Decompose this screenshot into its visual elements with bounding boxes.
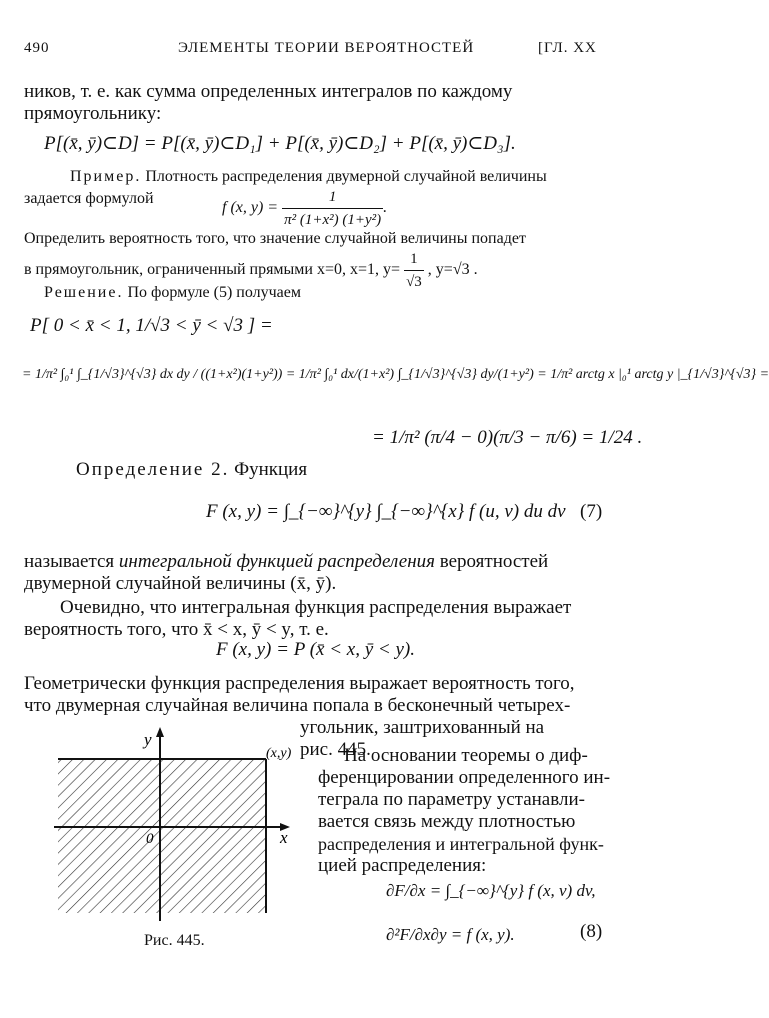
result-line: = 1/π² (π/4 − 0)(π/3 − π/6) = 1/24 . bbox=[372, 427, 643, 448]
chapter-label: [ГЛ. XX bbox=[538, 40, 597, 56]
task-text: в прямоугольник, ограниченный прямыми x=0, x=1, y= bbox=[24, 261, 401, 279]
y-axis-label: y bbox=[144, 730, 152, 749]
text-line: что двумерная случайная величина попала в бесконечный четырех- bbox=[24, 695, 571, 716]
theorem-line: распределения и интегральной функ- bbox=[318, 834, 604, 854]
definition-label: Определение 2. bbox=[76, 459, 230, 480]
theorem-line: ференцировании определенного ин- bbox=[318, 767, 611, 788]
equation-number-8: (8) bbox=[580, 921, 603, 942]
density-formula: f (x, y) = $\frac{1}{\text{π² (1+x²) (1+y²)}}$ . bbox=[222, 186, 387, 231]
text-line: Очевидно, что интегральная функция распределения выражает bbox=[60, 597, 572, 618]
corner-point-label: (x,y) bbox=[266, 746, 292, 761]
text-line: задается формулой bbox=[24, 190, 154, 207]
text-line: прямоугольнику: bbox=[24, 103, 162, 124]
x-axis-label: x bbox=[280, 828, 288, 847]
text-line: угольник, заштрихованный на bbox=[300, 717, 545, 738]
formula-sum: P[(x̄, ȳ)⊂D] = P[(x̄, ȳ)⊂D₁] + P[(x̄, ȳ)⊂D₂] + P[(x̄, ȳ)⊂D₃]. bbox=[44, 133, 516, 154]
origin-label: 0 bbox=[146, 831, 154, 847]
example-line bbox=[70, 166, 547, 188]
called-text: называется bbox=[24, 551, 119, 572]
theorem-line: теграла по параметру устанавли- bbox=[318, 789, 585, 810]
definition-text: Функция bbox=[229, 459, 308, 480]
probability-lhs: P[ 0 < x̄ < 1, 1/√3 < ȳ < √3 ] = bbox=[30, 315, 273, 336]
figure-445 bbox=[50, 725, 298, 925]
solution-label: Решение. bbox=[44, 284, 124, 301]
density-denominator: π² (1+x²) (1+y²) bbox=[284, 212, 382, 228]
page-number: 490 bbox=[24, 40, 50, 56]
task-denominator: √3 bbox=[406, 274, 422, 290]
task-numerator: 1 bbox=[404, 248, 424, 271]
equation-number-7: (7) bbox=[580, 501, 603, 522]
called-line bbox=[24, 550, 548, 574]
definition-formula: F (x, y) = ∫_{−∞}^{y} ∫_{−∞}^{x} f (u, v) du dv bbox=[206, 501, 566, 522]
density-fraction bbox=[282, 186, 383, 231]
theorem-line: вается связь между плотностью bbox=[318, 811, 576, 832]
probability-formula: F (x, y) = P (x̄ < x, ȳ < y). bbox=[216, 639, 415, 660]
term-italic: интегральной функцией распределения bbox=[118, 551, 435, 572]
y-axis-arrow bbox=[156, 727, 164, 737]
text-line: двумерной случайной величины (x̄, ȳ). bbox=[24, 573, 337, 594]
example-label: Пример. bbox=[70, 168, 142, 185]
density-numerator: 1 bbox=[282, 186, 383, 209]
text-line: Геометрически функция распределения выражает вероятность того, bbox=[24, 673, 575, 694]
text-line: ников, т. е. как сумма определенных интегралов по каждому bbox=[24, 81, 513, 102]
definition-line bbox=[76, 458, 307, 482]
text-line: вероятность того, что x̄ < x, ȳ < y, т. е. bbox=[24, 619, 329, 640]
task-fraction bbox=[404, 248, 424, 293]
example-text: Плотность распределения двумерной случайной величины bbox=[141, 168, 547, 185]
theorem-line: цией распределения: bbox=[318, 855, 487, 876]
integral-chain: = 1/π² ∫₀¹ ∫_{1/√3}^{√3} dx dy / ((1+x²)(1+y²)) = 1/π² ∫₀¹ dx/(1+x²) ∫_{1/√3}^{√3} dy/(1+y²) = 1/π² arctg x |₀¹ arctg y |_{1/√3}^{√3} = bbox=[22, 367, 769, 382]
derivative-formula-1: ∂F/∂x = ∫_{−∞}^{y} f (x, v) dv, bbox=[386, 881, 596, 900]
derivative-formula-2: ∂²F/∂x∂y = f (x, y). bbox=[386, 925, 515, 944]
solution-line bbox=[44, 282, 301, 304]
text-line: Определить вероятность того, что значение случайной величины попадет bbox=[24, 230, 526, 247]
task-text-end: , y=√3 . bbox=[427, 261, 478, 279]
called-text-end: вероятностей bbox=[434, 551, 549, 572]
density-lhs: f (x, y) = bbox=[222, 199, 279, 217]
running-title: ЭЛЕМЕНТЫ ТЕОРИИ ВЕРОЯТНОСТЕЙ bbox=[178, 40, 475, 56]
figure-caption: Рис. 445. bbox=[144, 932, 205, 949]
solution-text: По формуле (5) получаем bbox=[123, 284, 301, 301]
theorem-line: На основании теоремы о диф- bbox=[344, 745, 588, 766]
text-line: рис. 445. bbox=[300, 739, 371, 760]
hatched-region bbox=[58, 759, 266, 913]
